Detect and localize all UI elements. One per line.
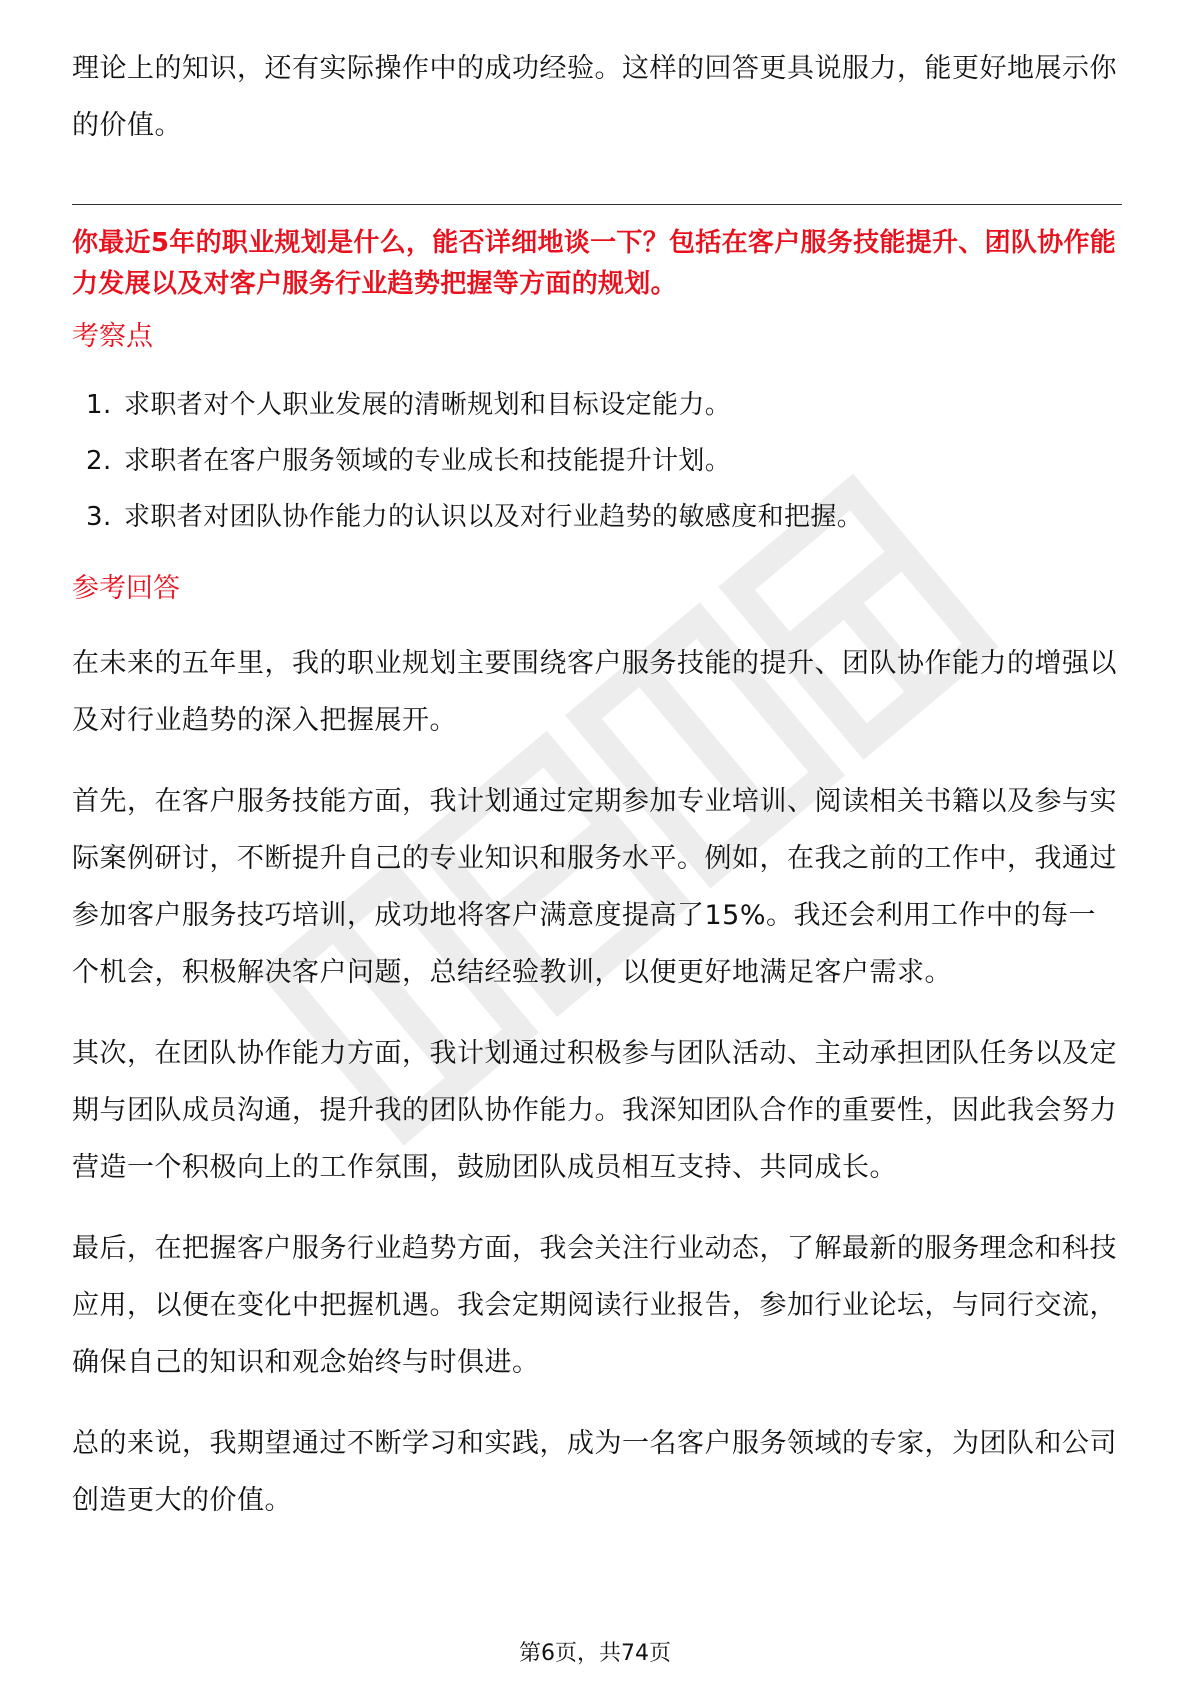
list-item — [72, 433, 1122, 489]
page-number-footer: 第6页，共74页 — [519, 1641, 671, 1666]
exam-points-heading: 考察点 — [72, 321, 153, 352]
page-content — [72, 40, 1122, 1529]
question-title: 你最近5年的职业规划是什么，能否详细地谈一下？包括在客户服务技能提升、团队协作能力发展以及对客户服务行业趋势把握等方面的规划。 — [72, 228, 1117, 299]
answer-paragraph: 在未来的五年里，我的职业规划主要围绕客户服务技能的提升、团队协作能力的增强以及对行业趋势的深入把握展开。 — [72, 648, 1117, 736]
reference-answer-heading: 参考回答 — [72, 573, 180, 604]
list-item-text: 求职者对团队协作能力的认识以及对行业趋势的敏感度和把握。 — [124, 502, 864, 532]
list-item-number: 3. — [86, 502, 112, 532]
list-item-number: 1. — [86, 390, 112, 420]
intro-continuation-text: 理论上的知识，还有实际操作中的成功经验。这样的回答更具说服力，能更好地展示你的价值。 — [72, 53, 1117, 141]
list-item-text: 求职者在客户服务领域的专业成长和技能提升计划。 — [124, 446, 732, 476]
answer-paragraph: 其次，在团队协作能力方面，我计划通过积极参与团队活动、主动承担团队任务以及定期与团队成员沟通，提升我的团队协作能力。我深知团队合作的重要性，因此我会努力营造一个积极向上的工作氛围，鼓励团队成员相互支持、共同成长。 — [72, 1038, 1117, 1183]
answer-paragraph: 总的来说，我期望通过不断学习和实践，成为一名客户服务领域的专家，为团队和公司创造更大的价值。 — [72, 1428, 1117, 1516]
exam-points-list — [72, 377, 1122, 545]
answer-paragraph: 首先，在客户服务技能方面，我计划通过定期参加专业培训、阅读相关书籍以及参与实际案例研讨，不断提升自己的专业知识和服务水平。例如，在我之前的工作中，我通过参加客户服务技巧培训，成功地将客户满意度提高了15%。我还会利用工作中的每一个机会，积极解决客户问题，总结经验教训，以便更好地满足客户需求。 — [72, 786, 1117, 988]
list-item-number: 2. — [86, 446, 112, 476]
list-item — [72, 489, 1122, 545]
list-item — [72, 377, 1122, 433]
answer-paragraph: 最后，在把握客户服务行业趋势方面，我会关注行业动态，了解最新的服务理念和科技应用，以便在变化中把握机遇。我会定期阅读行业报告，参加行业论坛，与同行交流，确保自己的知识和观念始终与时俱进。 — [72, 1233, 1117, 1378]
list-item-text: 求职者对个人职业发展的清晰规划和目标设定能力。 — [124, 390, 732, 420]
